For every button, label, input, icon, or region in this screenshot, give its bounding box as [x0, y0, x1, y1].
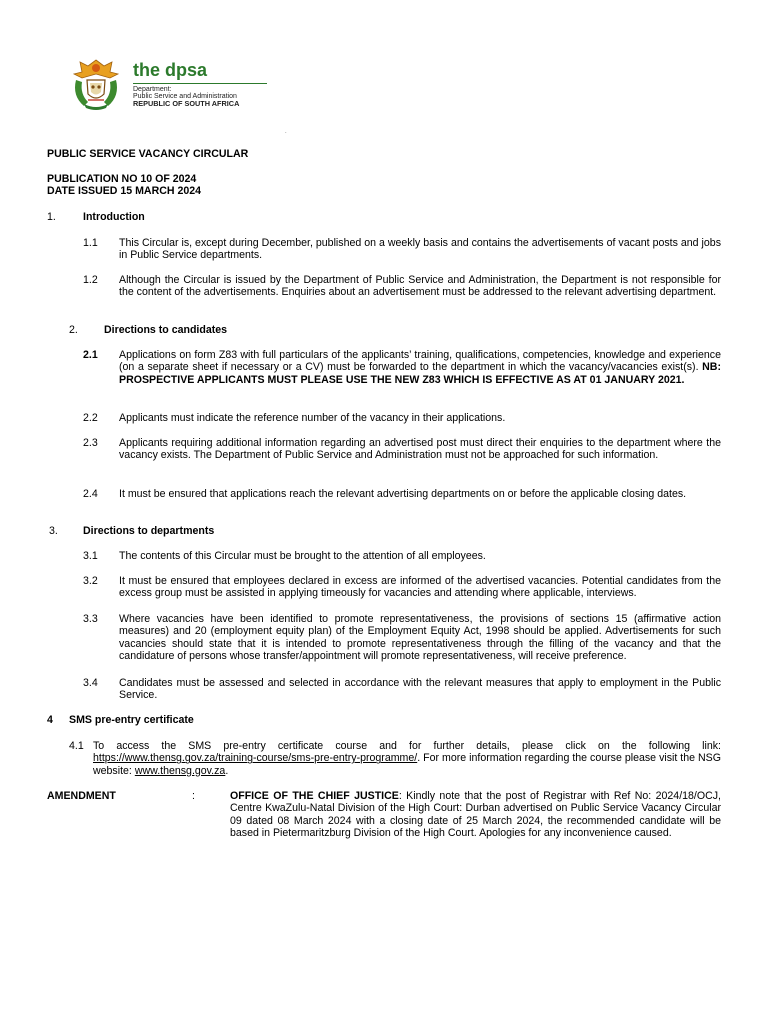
para-2-3-number: 2.3	[83, 437, 98, 449]
para-1-2-number: 1.2	[83, 274, 98, 286]
brand-the: the	[133, 60, 160, 80]
amendment-org: OFFICE OF THE CHIEF JUSTICE	[230, 790, 399, 802]
brand-rule	[133, 83, 267, 84]
nsg-website-link[interactable]: www.thensg.gov.za	[134, 764, 226, 777]
para-3-4: Candidates must be assessed and selected in accordance with the relevant measures that apply to employment in the Public Service.	[119, 677, 721, 702]
para-3-3: Where vacancies have been identified to promote representativeness, the provisions of sections 15 (affirmative action measures) and 20 (employment equity plan) of the Employment Equity Act, 1998 should be applied. Advertisements for such vacancies should state that it is intended to promote representativeness through the filling of the vacancy and that the candidature of persons whose transfer/appointment will promote representativeness, will receive preference.	[119, 613, 721, 663]
para-2-2: Applicants must indicate the reference number of the vacancy in their applications.	[119, 412, 506, 424]
para-4-1-text-b: . For more information regarding the course please visit the NSG website:	[93, 752, 721, 777]
amendment-label: AMENDMENT	[47, 790, 116, 802]
para-1-2: Although the Circular is issued by the Department of Public Service and Administration, the Department is not responsible for the content of the advertisements. Enquiries about an advertisement must be addressed to the relevant advertising department.	[119, 274, 721, 299]
para-3-4-number: 3.4	[83, 677, 98, 689]
para-1-1-number: 1.1	[83, 237, 98, 249]
para-2-1-text: Applications on form Z83 with full particulars of the applicants’ training, qualifications, competencies, knowledge and experience (on a separate sheet if necessary or a CV) must be forwarded to the department in which the vacancy/vacancies exist(s).	[119, 349, 721, 374]
para-4-1-number: 4.1	[69, 740, 84, 752]
brand-line-country: REPUBLIC OF SOUTH AFRICA	[133, 99, 240, 108]
brand-line-department: Department:	[133, 86, 172, 93]
para-3-2: It must be ensured that employees declared in excess are informed of the advertised vacancies. Potential candidates from the excess group must be assisted in applying timeously for vacancies and attending where applicable, interviews.	[119, 575, 721, 600]
para-1-1: This Circular is, except during December, published on a weekly basis and contains the advertisements of vacant posts and jobs in Public Service departments.	[119, 237, 721, 262]
amendment-colon: :	[192, 790, 195, 802]
brand-title	[133, 60, 207, 80]
para-4-1-text-a: To access the SMS pre-entry certificate course and for further details, please click on the following link:	[93, 740, 721, 752]
para-2-1-notice: NB: PROSPECTIVE APPLICANTS MUST PLEASE USE THE NEW Z83 WHICH IS EFFECTIVE AS AT 01 JANUARY 2021.	[119, 361, 721, 386]
para-2-2-number: 2.2	[83, 412, 98, 424]
stray-dot: .	[285, 129, 287, 135]
sms-course-link[interactable]: https://www.thensg.gov.za/training-course/sms-pre-entry-programme/	[93, 752, 418, 765]
section-3-number: 3.	[49, 525, 58, 537]
brand-dpsa: dpsa	[165, 60, 208, 80]
para-4-1	[93, 740, 721, 777]
para-2-3: Applicants requiring additional information regarding an advertised post must direct their enquiries to the department where the vacancy exists. The Department of Public Service and Administration must not be approached for such information.	[119, 437, 721, 462]
section-4-title: SMS pre-entry certificate	[69, 714, 194, 726]
section-1-title: Introduction	[83, 211, 145, 223]
para-2-4-number: 2.4	[83, 488, 98, 500]
section-3-title: Directions to departments	[83, 525, 215, 537]
amendment-body: : Kindly note that the post of Registrar with Ref No: 2024/18/OCJ, Centre KwaZulu-Natal Division of the High Court: Durban advertised on Public Service Vacancy Circular 09 dated 08 March 2024 with a closing date of 25 March 2024, the recommended candidate will be based in Pietermaritzburg Division of the High Court. Apologies for any inconvenience caused.	[230, 790, 721, 840]
para-2-1	[119, 349, 721, 386]
section-1-number: 1.	[47, 211, 56, 223]
date-issued: DATE ISSUED 15 MARCH 2024	[47, 185, 202, 197]
coat-of-arms-icon	[66, 56, 126, 112]
section-2-number: 2.	[69, 324, 78, 336]
para-2-1-number: 2.1	[83, 349, 98, 361]
circular-title: PUBLIC SERVICE VACANCY CIRCULAR	[47, 148, 249, 160]
section-4-number: 4	[47, 714, 53, 726]
para-3-1-number: 3.1	[83, 550, 98, 562]
para-3-1: The contents of this Circular must be brought to the attention of all employees.	[119, 550, 486, 562]
amendment-text	[230, 790, 721, 840]
para-2-4: It must be ensured that applications reach the relevant advertising departments on or before the applicable closing dates.	[119, 488, 687, 500]
para-3-2-number: 3.2	[83, 575, 98, 587]
para-4-1-text-c: .	[225, 764, 229, 777]
para-3-3-number: 3.3	[83, 613, 98, 625]
brand-line-dept-name: Public Service and Administration	[133, 93, 237, 100]
section-2-title: Directions to candidates	[104, 324, 228, 336]
publication-number: PUBLICATION NO 10 OF 2024	[47, 173, 197, 185]
